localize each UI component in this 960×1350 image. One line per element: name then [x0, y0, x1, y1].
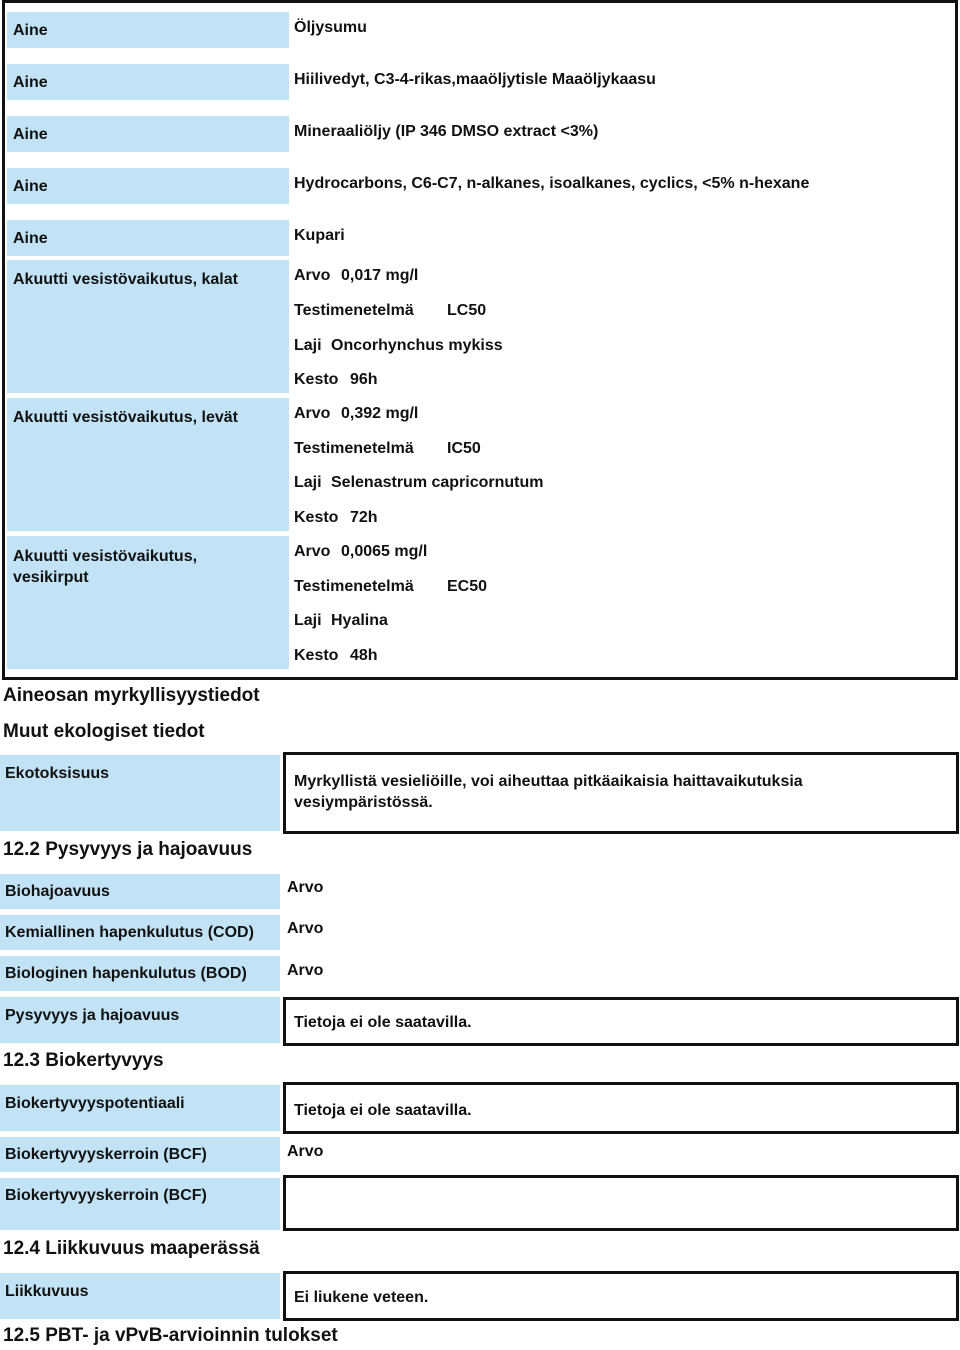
kesto-value: 96h — [350, 371, 378, 388]
biodegradation-value: Arvo — [287, 879, 324, 896]
tox-label-daphnia: Akuutti vesistövaikutus, vesikirput — [7, 536, 289, 669]
persistence-label: Pysyvyys ja hajoavuus — [0, 997, 280, 1043]
arvo-value: 0,392 mg/l — [341, 405, 419, 422]
laji-key: Laji — [294, 474, 322, 491]
ecotox-text: Myrkyllistä vesieliöille, voi aiheuttaa pitkäaikaisia haittavaikutuksia vesiympäristössä. — [294, 773, 803, 811]
bioacc-potential-text: Tietoja ei ole saatavilla. — [294, 1102, 472, 1119]
bcf-value: Arvo — [287, 1143, 324, 1160]
substance-label: Aine — [7, 168, 289, 204]
s124-heading: 12.4 Liikkuvuus maaperässä — [3, 1238, 260, 1259]
bod-label: Biologinen hapenkulutus (BOD) — [0, 956, 280, 991]
arvo-value: 0,0065 mg/l — [341, 543, 428, 560]
tox-label-fish: Akuutti vesistövaikutus, kalat — [7, 260, 289, 393]
substance-value: Hydrocarbons, C6-C7, n-alkanes, isoalkanes, cyclics, <5% n-hexane — [294, 175, 810, 192]
method-key: Testimenetelmä — [294, 302, 414, 319]
kesto-key: Kesto — [294, 509, 339, 526]
laji-value: Hyalina — [331, 612, 388, 629]
arvo-key: Arvo — [294, 267, 331, 284]
laji-value: Selenastrum capricornutum — [331, 474, 544, 491]
substance-value: Kupari — [294, 227, 345, 244]
top-section-border-top — [2, 0, 958, 3]
persistence-text: Tietoja ei ole saatavilla. — [294, 1014, 472, 1031]
substance-label: Aine — [7, 12, 289, 48]
top-section-border-left — [2, 0, 5, 680]
mobility-label: Liikkuvuus — [0, 1273, 280, 1319]
s125-heading: 12.5 PBT- ja vPvB-arvioinnin tulokset — [3, 1325, 338, 1346]
kesto-key: Kesto — [294, 371, 339, 388]
bcf-empty-box — [283, 1175, 959, 1231]
method-key: Testimenetelmä — [294, 440, 414, 457]
s123-heading: 12.3 Biokertyvyys — [3, 1050, 164, 1071]
substance-value: Hiilivedyt, C3-4-rikas,maaöljytisle Maaöljykaasu — [294, 71, 656, 88]
bioacc-potential-label: Biokertyvyyspotentiaali — [0, 1085, 280, 1131]
bod-value: Arvo — [287, 962, 324, 979]
cod-label: Kemiallinen hapenkulutus (COD) — [0, 915, 280, 950]
kesto-value: 72h — [350, 509, 378, 526]
component-tox-heading: Aineosan myrkyllisyystiedot — [3, 685, 260, 706]
mobility-box — [283, 1271, 959, 1321]
other-eco-heading: Muut ekologiset tiedot — [3, 721, 205, 742]
method-value: EC50 — [447, 578, 488, 595]
s122-heading: 12.2 Pysyvyys ja hajoavuus — [3, 839, 253, 860]
top-section-border-right — [955, 0, 958, 680]
biodegradation-label: Biohajoavuus — [0, 874, 280, 909]
substance-value: Öljysumu — [294, 19, 367, 36]
substance-label: Aine — [7, 220, 289, 256]
bioacc-potential-box — [283, 1082, 959, 1134]
laji-key: Laji — [294, 612, 322, 629]
ecotox-box — [283, 752, 959, 834]
laji-value: Oncorhynchus mykiss — [331, 337, 503, 354]
substance-label: Aine — [7, 64, 289, 100]
arvo-key: Arvo — [294, 543, 331, 560]
method-value: IC50 — [447, 440, 481, 457]
cod-value: Arvo — [287, 920, 324, 937]
kesto-key: Kesto — [294, 647, 339, 664]
bcf-label: Biokertyvyyskerroin (BCF) — [0, 1137, 280, 1172]
top-section-border-bottom — [2, 677, 958, 680]
laji-key: Laji — [294, 337, 322, 354]
arvo-value: 0,017 mg/l — [341, 267, 419, 284]
substance-label: Aine — [7, 116, 289, 152]
arvo-key: Arvo — [294, 405, 331, 422]
persistence-box — [283, 997, 959, 1046]
substance-value: Mineraaliöljy (IP 346 DMSO extract <3%) — [294, 123, 599, 140]
bcf-label-2: Biokertyvyyskerroin (BCF) — [0, 1178, 280, 1230]
method-key: Testimenetelmä — [294, 578, 414, 595]
tox-label-algae: Akuutti vesistövaikutus, levät — [7, 398, 289, 531]
method-value: LC50 — [447, 302, 487, 319]
mobility-text: Ei liukene veteen. — [294, 1289, 429, 1306]
kesto-value: 48h — [350, 647, 378, 664]
ecotox-label: Ekotoksisuus — [0, 755, 280, 831]
